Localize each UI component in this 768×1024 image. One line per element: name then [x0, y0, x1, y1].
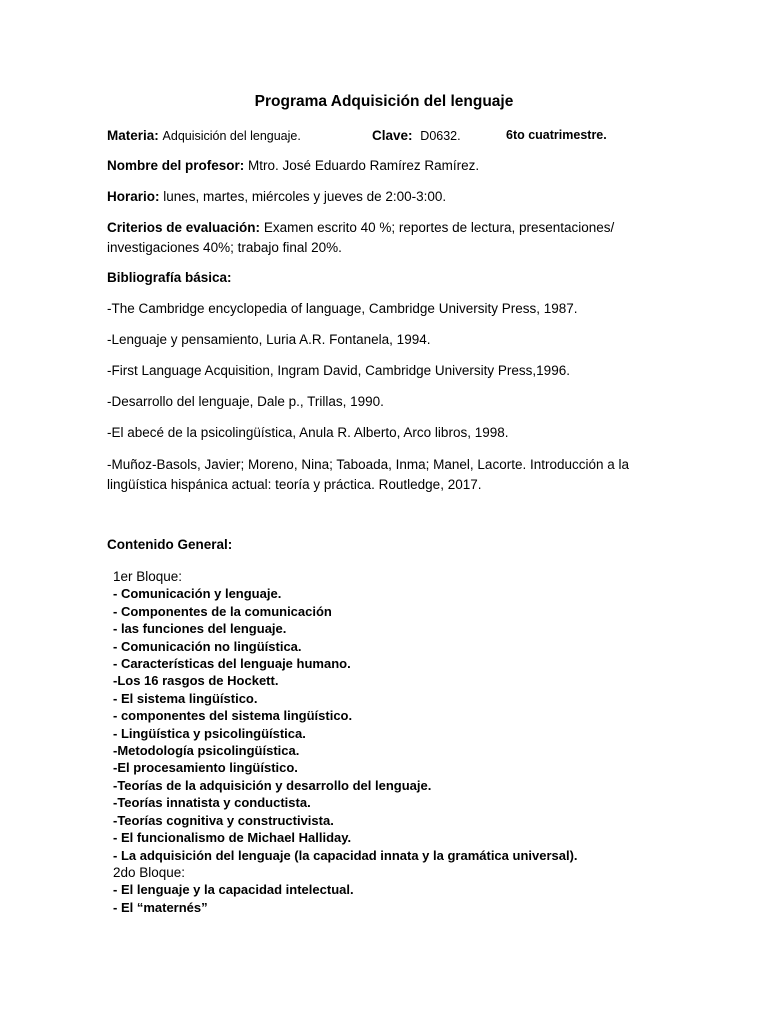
list-item: -Metodología psicolingüística.	[113, 743, 300, 759]
term-label: 6to cuatrimestre.	[506, 128, 607, 142]
horario-value: lunes, martes, miércoles y jueves de 2:00-3:00.	[163, 189, 447, 204]
criterios-value-line1: Examen escrito 40 %; reportes de lectura, presentaciones/	[263, 220, 615, 235]
list-item: - El lenguaje y la capacidad intelectual.	[113, 882, 354, 898]
list-item: -Teorías innatista y conductista.	[113, 795, 311, 811]
document-title: Programa Adquisición del lenguaje	[254, 93, 514, 110]
materia-value: Adquisición del lenguaje.	[162, 129, 301, 143]
profesor-row	[107, 158, 479, 173]
bibliografia-item-line2: lingüística hispánica actual: teoría y práctica. Routledge, 2017.	[107, 477, 482, 492]
bibliografia-item: -El abecé de la psicolingüística, Anula R. Alberto, Arco libros, 1998.	[107, 425, 509, 440]
materia-label: Materia:	[107, 128, 159, 143]
list-item: - El sistema lingüístico.	[113, 690, 258, 706]
contenido-label: Contenido General:	[107, 537, 233, 552]
horario-row	[107, 189, 446, 204]
bloque1-label: 1er Bloque:	[113, 569, 183, 584]
list-item: - Lingüística y psicolingüística.	[113, 725, 306, 741]
list-item: - componentes del sistema lingüístico.	[113, 708, 353, 724]
contenido-list	[113, 568, 578, 916]
criterios-block	[107, 218, 667, 258]
criterios-label: Criterios de evaluación:	[107, 220, 261, 235]
list-item: - Comunicación no lingüística.	[113, 638, 302, 654]
clave-value: D0632.	[420, 129, 461, 143]
list-item: - Componentes de la comunicación	[113, 603, 332, 619]
bibliografia-item: -Lenguaje y pensamiento, Luria A.R. Fontanela, 1994.	[107, 332, 431, 347]
clave-field	[372, 128, 461, 143]
bibliografia-item-line1: -Muñoz-Basols, Javier; Moreno, Nina; Taboada, Inma; Manel, Lacorte. Introducción a la	[107, 457, 630, 472]
criterios-value-line2: investigaciones 40%; trabajo final 20%.	[107, 240, 342, 255]
bibliografia-label: Bibliografía básica:	[107, 270, 232, 285]
list-item: -Teorías de la adquisición y desarrollo del lenguaje.	[113, 777, 432, 793]
materia-row	[107, 128, 301, 143]
clave-label: Clave:	[372, 128, 413, 143]
list-item: - El “maternés”	[113, 899, 208, 915]
list-item: -El procesamiento lingüístico.	[113, 760, 298, 776]
list-item: - La adquisición del lenguaje (la capacidad innata y la gramática universal).	[113, 847, 578, 863]
bibliografia-item: -The Cambridge encyclopedia of language, Cambridge University Press, 1987.	[107, 301, 578, 316]
bibliografia-item: -Desarrollo del lenguaje, Dale p., Trillas, 1990.	[107, 394, 384, 409]
bibliografia-item: -First Language Acquisition, Ingram David, Cambridge University Press,1996.	[107, 363, 570, 378]
profesor-label: Nombre del profesor:	[107, 158, 245, 173]
list-item: - Comunicación y lenguaje.	[113, 586, 282, 602]
list-item: -Los 16 rasgos de Hockett.	[113, 673, 279, 689]
bibliografia-item-last	[107, 455, 667, 495]
list-item: - las funciones del lenguaje.	[113, 621, 287, 637]
profesor-value: Mtro. José Eduardo Ramírez Ramírez.	[248, 158, 480, 173]
list-item: -Teorías cognitiva y constructivista.	[113, 812, 334, 828]
bloque2-label: 2do Bloque:	[113, 864, 186, 880]
list-item: - El funcionalismo de Michael Halliday.	[113, 830, 352, 846]
horario-label: Horario:	[107, 189, 160, 204]
list-item: - Características del lenguaje humano.	[113, 656, 351, 672]
